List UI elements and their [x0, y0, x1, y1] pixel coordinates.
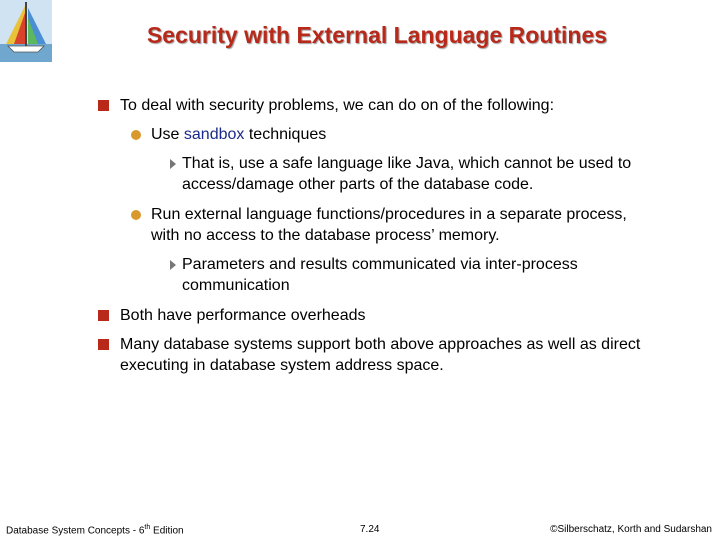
- triangle-bullet-icon: [170, 260, 176, 270]
- footer-book-suffix: Edition: [150, 525, 184, 537]
- bullet-text: That is, use a safe language like Java, which cannot be used to access/damage other parts of the database code.: [182, 155, 632, 193]
- bullet-level2: [131, 204, 651, 246]
- keyword-sandbox: sandbox: [183, 126, 245, 143]
- circle-bullet-icon: [131, 210, 141, 220]
- sailboat-logo-icon: [0, 0, 52, 62]
- footer-book-sup: th: [144, 524, 151, 531]
- square-bullet-icon: [98, 100, 109, 111]
- bullet-level3: [168, 254, 648, 296]
- footer-book-title: [6, 524, 184, 536]
- bullet-level3: [168, 153, 708, 195]
- square-bullet-icon: [98, 310, 109, 321]
- circle-bullet-icon: [131, 130, 141, 140]
- triangle-bullet-icon: [170, 159, 176, 169]
- square-bullet-icon: [98, 339, 109, 350]
- bullet-level2: [131, 124, 691, 145]
- bullet-text: [151, 124, 326, 145]
- bullet-level1: [98, 95, 698, 116]
- bullet-level1: [98, 305, 698, 326]
- footer-book-prefix: Database System Concepts - 6: [6, 525, 145, 537]
- footer-page-number: 7.24: [360, 524, 380, 535]
- bullet-text: Run external language functions/procedures in a separate process, with no access to the database process’ memory.: [151, 206, 627, 244]
- bullet-text: Many database systems support both above approaches as well as direct executing in database system address space.: [120, 336, 641, 374]
- bullet-text-after: techniques: [244, 126, 327, 143]
- bullet-text: Parameters and results communicated via inter-process communication: [182, 256, 578, 294]
- bullet-text-before: Use: [151, 126, 184, 143]
- footer-copyright: ©Silberschatz, Korth and Sudarshan: [550, 524, 712, 535]
- slide-title: Security with External Language Routines: [146, 22, 608, 48]
- bullet-text: To deal with security problems, we can do on of the following:: [120, 97, 555, 114]
- bullet-text: Both have performance overheads: [120, 307, 366, 324]
- bullet-level1: [98, 334, 688, 376]
